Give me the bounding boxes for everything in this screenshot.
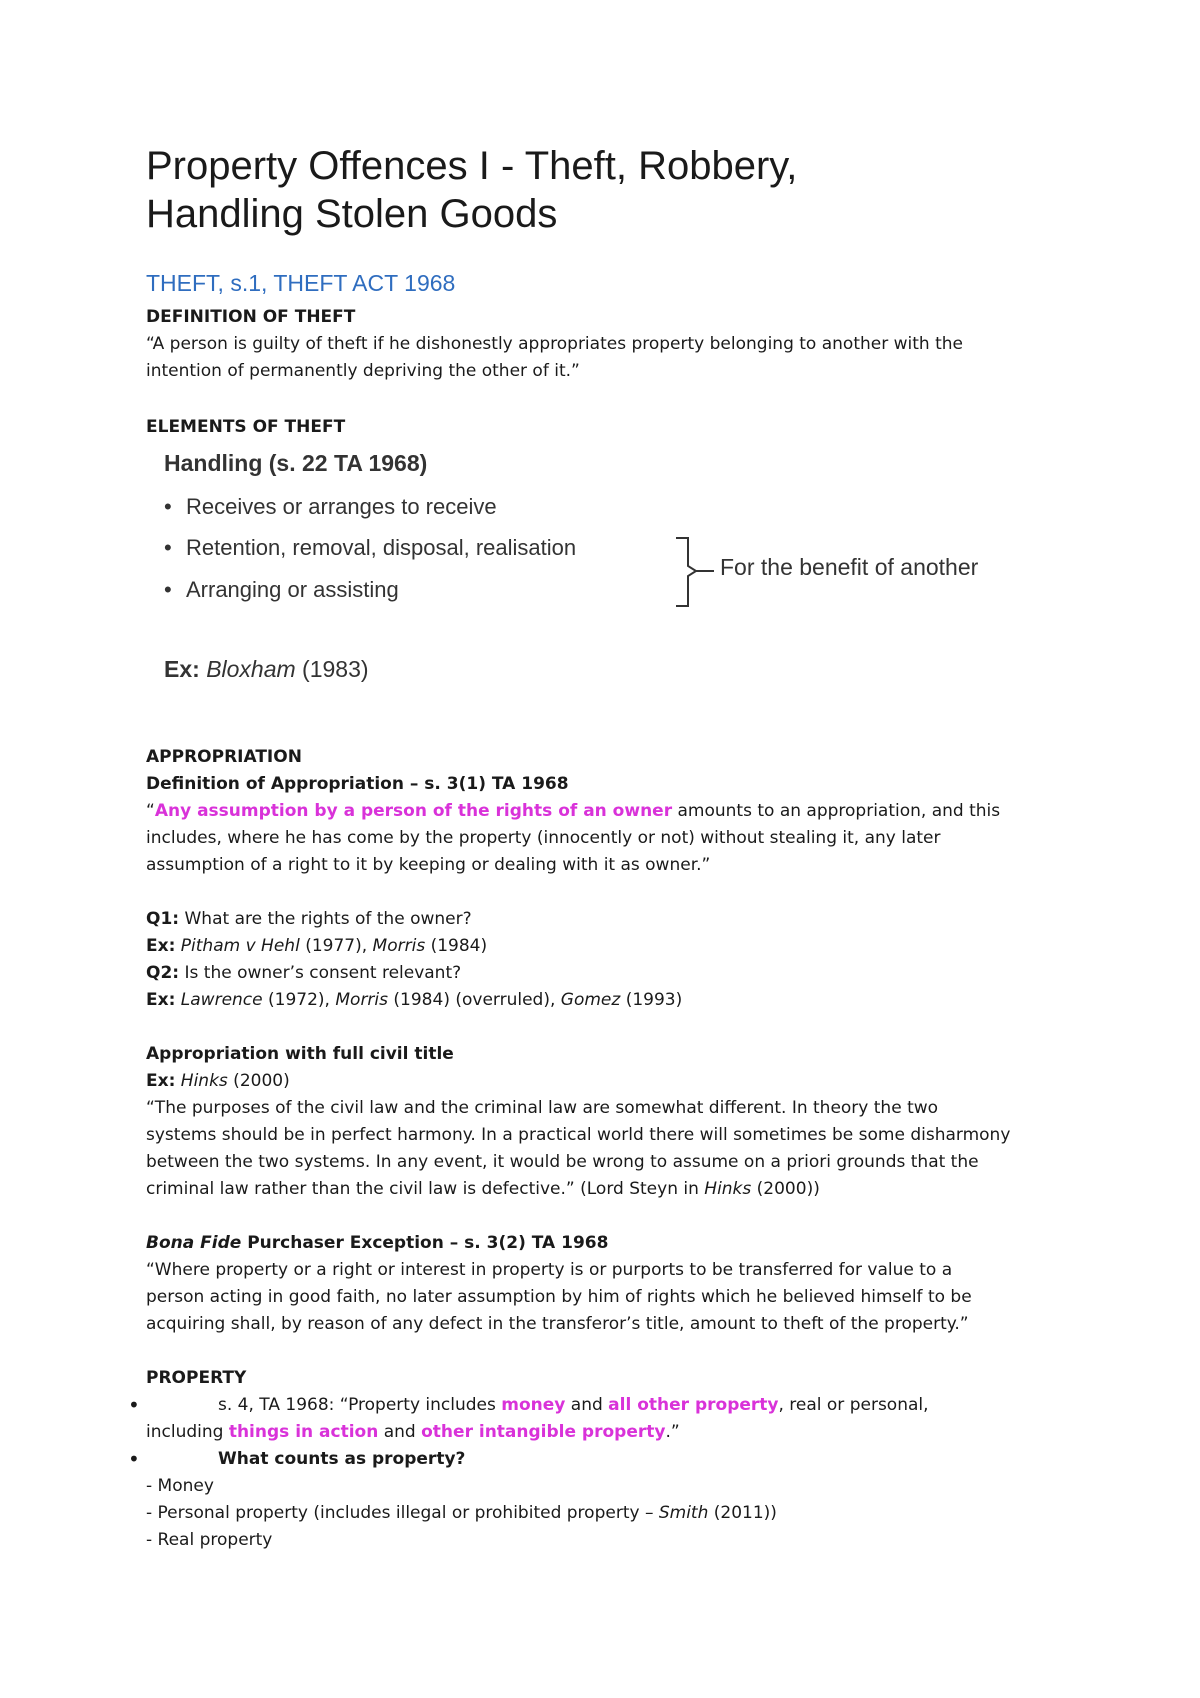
slide-item-label: Arranging or assisting: [186, 577, 399, 602]
elements-heading: ELEMENTS OF THEFT: [146, 417, 346, 437]
property-list-real: - Real property: [146, 1530, 273, 1550]
bona-fide-heading-rest: Purchaser Exception – s. 3(2) TA 1968: [241, 1233, 609, 1253]
case-name: Hinks: [180, 1071, 228, 1091]
definition-line-1: “A person is guilty of theft if he dishonestly appropriates property belonging to another with the: [146, 334, 963, 354]
case-year: (1993): [620, 990, 683, 1010]
highlight-other-intangible-property: other intangible property: [421, 1422, 666, 1442]
highlight-money: money: [501, 1395, 566, 1415]
appropriation-quote-line-1: [146, 798, 1086, 825]
civil-title-example: [146, 1068, 1086, 1095]
q1-text: What are the rights of the owner?: [179, 909, 472, 929]
slide-item-arranging: [164, 577, 399, 603]
case-year: (1984) (overruled),: [388, 990, 561, 1010]
slide-item-label: Receives or arranges to receive: [186, 494, 497, 519]
q2-text: Is the owner’s consent relevant?: [179, 963, 462, 983]
hinks-quote-line-4: [146, 1176, 1086, 1203]
highlight-rights-of-owner: Any assumption by a person of the rights of an owner: [154, 801, 673, 821]
property-heading: PROPERTY: [146, 1368, 247, 1388]
bullet-icon: •: [164, 535, 172, 560]
bullet-icon: •: [164, 577, 172, 602]
slide-item-receives: [164, 494, 497, 520]
slide-benefit-label: For the benefit of another: [720, 554, 979, 580]
q1-label: Q1:: [146, 909, 180, 929]
title-line-2: Handling Stolen Goods: [146, 192, 558, 236]
case-name: Morris: [372, 936, 426, 956]
case-name: Morris: [335, 990, 389, 1010]
section-heading-theft: THEFT, s.1, THEFT ACT 1968: [146, 270, 456, 296]
handling-slide-image: [146, 438, 1046, 698]
appropriation-definition-heading: Definition of Appropriation – s. 3(1) TA 1968: [146, 774, 569, 794]
s4-text: s. 4, TA 1968: “Property includes: [218, 1395, 502, 1415]
property-list-personal: [146, 1500, 1086, 1527]
bona-fide-line-2: person acting in good faith, no later assumption by him of rights which he believed himself to be: [146, 1287, 972, 1307]
appropriation-quote-line-3: assumption of a right to it by keeping or dealing with it as owner.”: [146, 855, 711, 875]
bullet-icon: •: [128, 1447, 140, 1471]
quote-text: (2000)): [751, 1179, 820, 1199]
question-2: [146, 960, 1086, 987]
ex-label: Ex:: [146, 990, 176, 1010]
s4-text: .”: [665, 1422, 680, 1442]
property-bullet-1-line-1: [146, 1392, 1086, 1419]
appropriation-quote-line-2: includes, where he has come by the property (innocently or not) without stealing it, any later: [146, 828, 941, 848]
case-name: Lawrence: [180, 990, 263, 1010]
case-name: Gomez: [560, 990, 621, 1010]
highlight-things-in-action: things in action: [228, 1422, 379, 1442]
definition-heading: DEFINITION OF THEFT: [146, 307, 356, 327]
page-title: [146, 142, 1126, 238]
hinks-quote-line-3: between the two systems. In any event, it would be wrong to assume on a priori grounds that the: [146, 1152, 979, 1172]
slide-example: [164, 656, 369, 683]
quote-rest: amounts to an appropriation, and this: [672, 801, 1001, 821]
question-1: [146, 906, 1086, 933]
case-year: (1984): [425, 936, 488, 956]
slide-ex-year: (1983): [295, 656, 369, 682]
slide-item-retention: [164, 535, 576, 561]
bona-fide-italic: Bona Fide: [146, 1233, 242, 1253]
slide-ex-label: Ex:: [164, 656, 200, 682]
brace-icon: [660, 534, 720, 610]
civil-title-heading: Appropriation with full civil title: [146, 1044, 454, 1064]
case-name: Smith: [658, 1503, 709, 1523]
title-line-1: Property Offences I - Theft, Robbery,: [146, 144, 798, 188]
connector-text: and: [565, 1395, 609, 1415]
property-list-money: - Money: [146, 1476, 214, 1496]
ex-label: Ex:: [146, 1071, 176, 1091]
hinks-quote-line-1: “The purposes of the civil law and the criminal law are somewhat different. In theory the two: [146, 1098, 939, 1118]
bona-fide-line-1: “Where property or a right or interest in property is or purports to be transferred for value to a: [146, 1260, 953, 1280]
hinks-quote-line-2: systems should be in perfect harmony. In a practical world there will sometimes be some disharmony: [146, 1125, 1011, 1145]
property-bullet-2: [146, 1446, 1086, 1473]
slide-item-label: Retention, removal, disposal, realisation: [186, 535, 577, 560]
case-year: (1972),: [262, 990, 336, 1010]
case-name: Hinks: [704, 1179, 752, 1199]
slide-ex-case: Bloxham: [206, 656, 296, 682]
q2-label: Q2:: [146, 963, 180, 983]
quote-text: criminal law rather than the civil law is defective.” (Lord Steyn in: [146, 1179, 705, 1199]
s4-text: including: [146, 1422, 229, 1442]
highlight-all-other-property: all other property: [608, 1395, 779, 1415]
quote-open: “: [146, 801, 155, 821]
example-1: [146, 933, 1086, 960]
ex-label: Ex:: [146, 936, 176, 956]
case-name: Pitham v Hehl: [180, 936, 300, 956]
appropriation-heading: APPROPRIATION: [146, 747, 302, 767]
bona-fide-line-3: acquiring shall, by reason of any defect in the transferor’s title, amount to theft of the property.”: [146, 1314, 969, 1334]
slide-title: Handling (s. 22 TA 1968): [164, 450, 428, 476]
bullet-icon: •: [164, 494, 172, 519]
list-text: (2011)): [708, 1503, 777, 1523]
definition-line-2: intention of permanently depriving the other of it.”: [146, 361, 580, 381]
case-year: (2000): [227, 1071, 290, 1091]
case-year: (1977),: [299, 936, 373, 956]
example-2: [146, 987, 1086, 1014]
connector-text: and: [378, 1422, 422, 1442]
s4-text: , real or personal,: [778, 1395, 929, 1415]
list-text: - Personal property (includes illegal or prohibited property –: [146, 1503, 659, 1523]
bullet-icon: •: [128, 1393, 140, 1417]
property-bullet-1-line-2: [146, 1419, 1086, 1446]
what-counts-label: What counts as property?: [218, 1449, 466, 1469]
bona-fide-heading: [146, 1230, 1086, 1257]
